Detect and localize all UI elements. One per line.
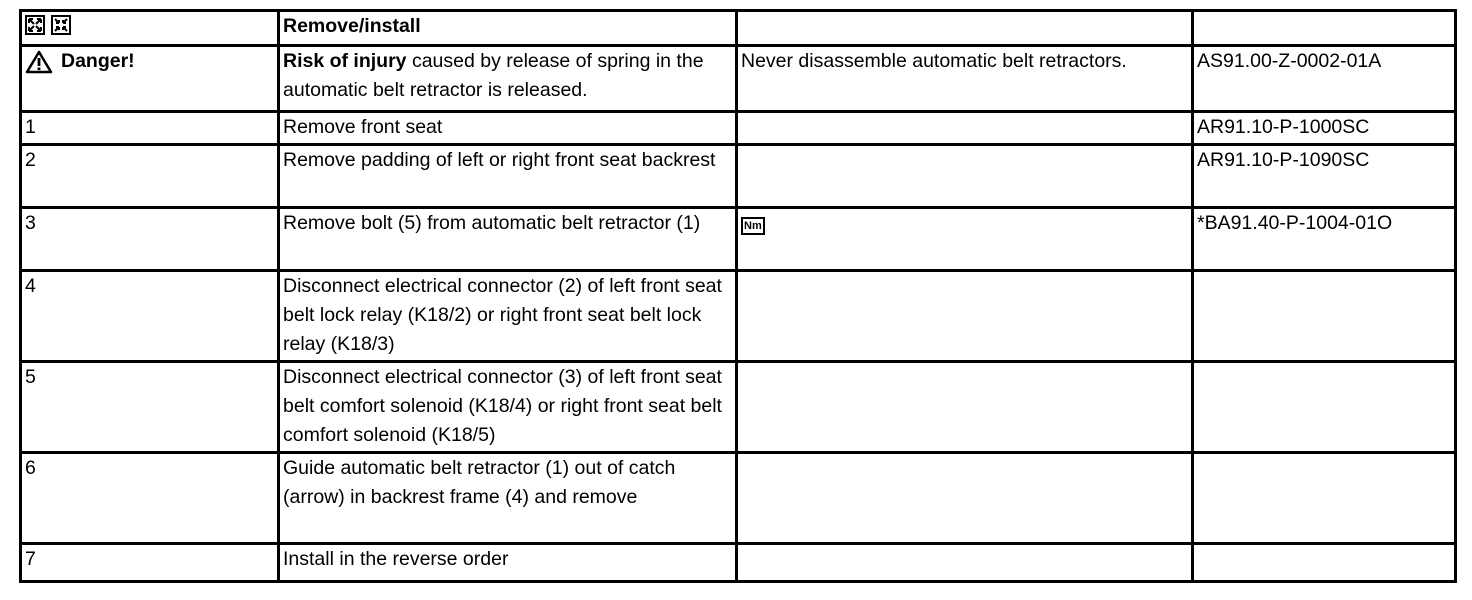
step-ref xyxy=(1193,362,1456,453)
step-text: Install in the reverse order xyxy=(279,544,737,582)
step-note xyxy=(737,544,1193,582)
procedure-table xyxy=(19,9,1457,583)
danger-text-cell xyxy=(279,46,737,112)
table-row xyxy=(21,362,1456,453)
step-number: 1 xyxy=(21,112,279,145)
header-col3 xyxy=(737,11,1193,46)
step-number: 4 xyxy=(21,271,279,362)
danger-note: Never disassemble automatic belt retractors. xyxy=(737,46,1193,112)
table-row xyxy=(21,112,1456,145)
danger-row xyxy=(21,46,1456,112)
step-ref[interactable]: AR91.10-P-1000SC xyxy=(1193,112,1456,145)
step-note-cell xyxy=(737,208,1193,271)
step-ref xyxy=(1193,271,1456,362)
step-text: Disconnect electrical connector (2) of left front seat belt lock relay (K18/2) or right front seat belt lock relay (K18/3) xyxy=(279,271,737,362)
danger-label: Danger! xyxy=(61,50,135,72)
expand-icon[interactable] xyxy=(25,15,45,35)
step-number: 3 xyxy=(21,208,279,271)
step-number: 2 xyxy=(21,145,279,208)
step-note xyxy=(737,271,1193,362)
step-note xyxy=(737,145,1193,208)
header-col4 xyxy=(1193,11,1456,46)
step-ref xyxy=(1193,544,1456,582)
danger-label-cell xyxy=(21,46,279,112)
header-title: Remove/install xyxy=(279,11,737,46)
step-note xyxy=(737,112,1193,145)
table-row xyxy=(21,453,1456,544)
table-row xyxy=(21,145,1456,208)
torque-nm-icon[interactable]: Nm xyxy=(741,217,765,235)
step-text: Guide automatic belt retractor (1) out of catch (arrow) in backrest frame (4) and remove xyxy=(279,453,737,544)
step-text: Remove front seat xyxy=(279,112,737,145)
table-row xyxy=(21,208,1456,271)
step-ref xyxy=(1193,453,1456,544)
step-text: Remove bolt (5) from automatic belt retractor (1) xyxy=(279,208,737,271)
step-text: Disconnect electrical connector (3) of left front seat belt comfort solenoid (K18/4) or right front seat belt comfort solenoid (K18/5) xyxy=(279,362,737,453)
danger-text: caused by release of spring in the automatic belt retractor is released. xyxy=(283,50,704,101)
warning-triangle-icon xyxy=(25,50,53,74)
step-number: 5 xyxy=(21,362,279,453)
table-header-row xyxy=(21,11,1456,46)
danger-ref[interactable]: AS91.00-Z-0002-01A xyxy=(1193,46,1456,112)
danger-bold-text: Risk of injury xyxy=(283,50,407,72)
table-row xyxy=(21,544,1456,582)
step-ref[interactable]: AR91.10-P-1090SC xyxy=(1193,145,1456,208)
step-number: 7 xyxy=(21,544,279,582)
step-number: 6 xyxy=(21,453,279,544)
step-text: Remove padding of left or right front seat backrest xyxy=(279,145,737,208)
step-note xyxy=(737,453,1193,544)
step-ref[interactable]: *BA91.40-P-1004-01O xyxy=(1193,208,1456,271)
table-row xyxy=(21,271,1456,362)
step-note xyxy=(737,362,1193,453)
header-icons-cell xyxy=(21,11,279,46)
collapse-icon[interactable] xyxy=(51,15,71,35)
